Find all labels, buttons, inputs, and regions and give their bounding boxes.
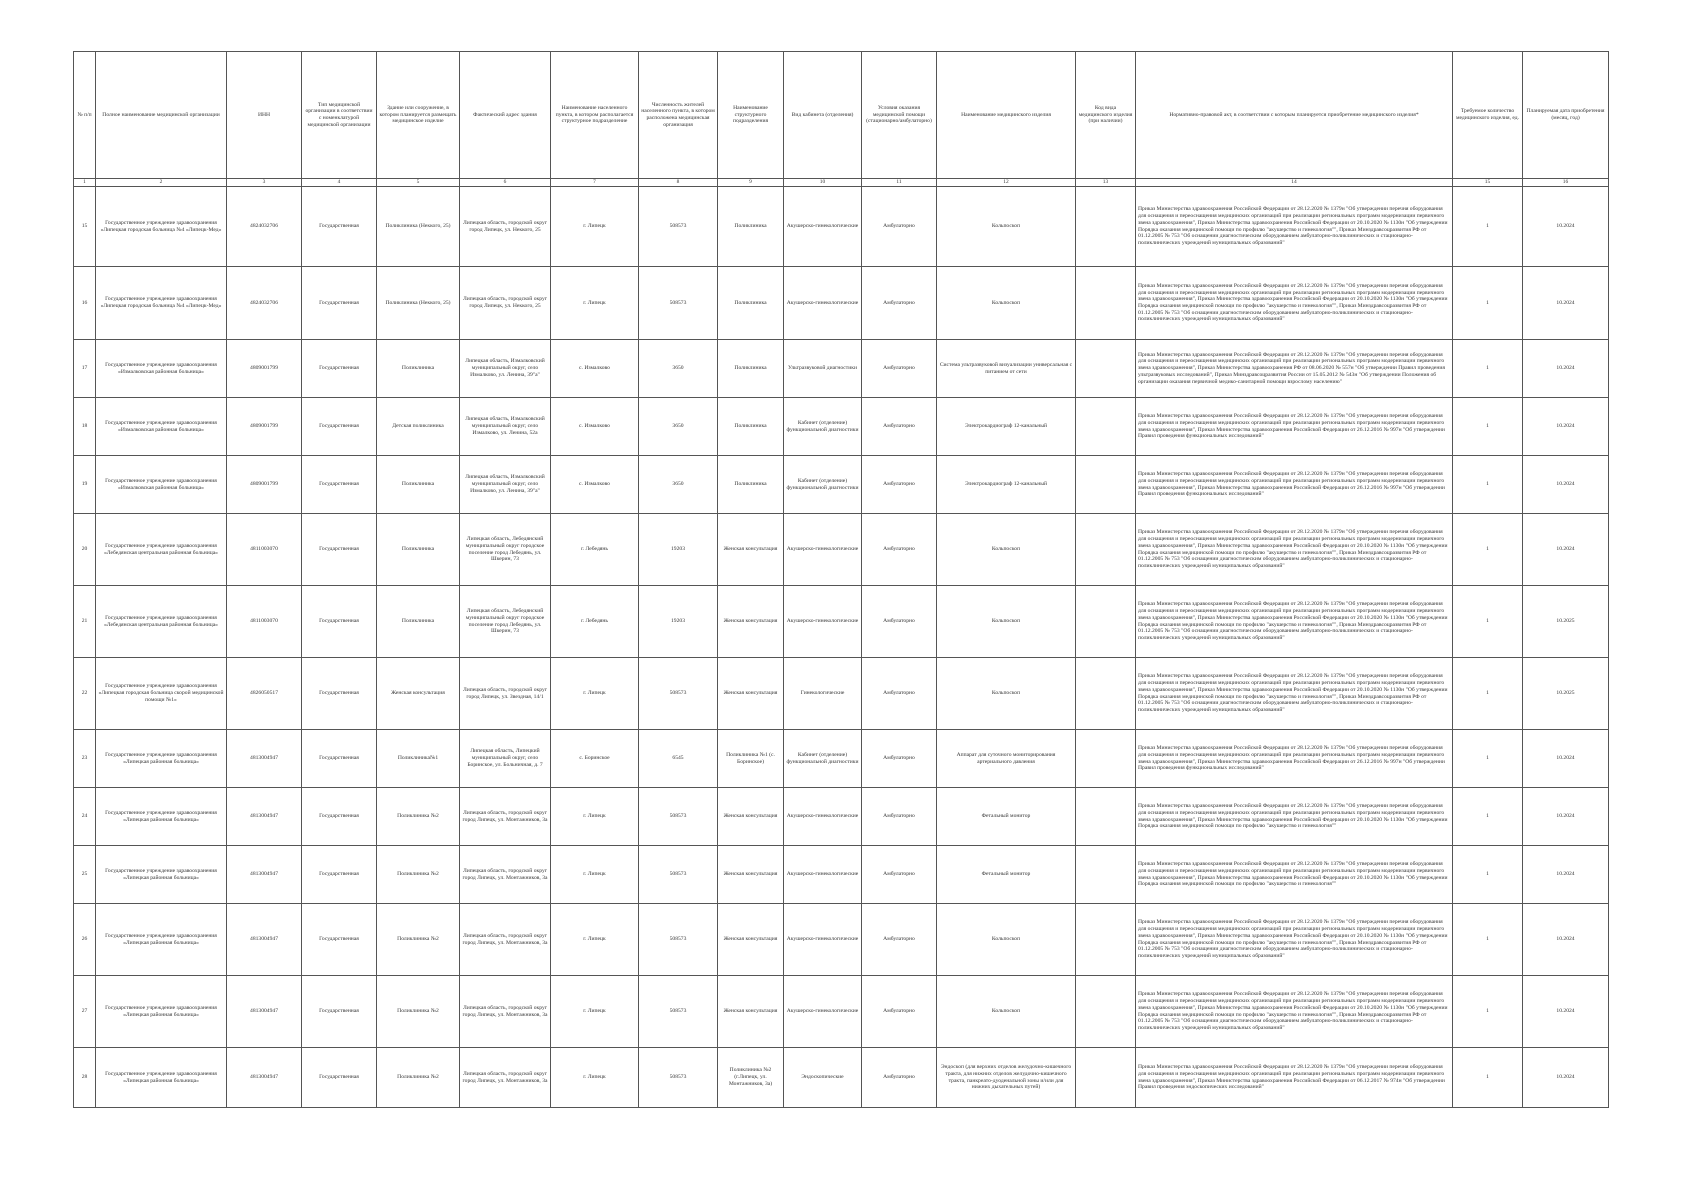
care-conditions: Амбулаторно [862, 586, 937, 658]
planned-date: 10.2024 [1523, 456, 1609, 514]
device-code [1076, 1048, 1136, 1108]
settlement: г. Липецк [551, 187, 639, 267]
organization-name: Государственное учреждение здравоохранения «Измалковская районная больница» [96, 340, 227, 398]
device-code [1076, 658, 1136, 730]
care-conditions: Амбулаторно [862, 514, 937, 586]
population: 508573 [639, 904, 718, 976]
inn: 4809001799 [227, 340, 302, 398]
population: 508573 [639, 658, 718, 730]
row-number: 20 [74, 514, 96, 586]
column-number: 4 [302, 179, 377, 187]
column-number: 1 [74, 179, 96, 187]
address: Липецкая область, Измалковский муниципальный округ, село Измалково, ул. Ленина, 39"а" [460, 340, 551, 398]
organization-type: Государственная [302, 788, 377, 846]
building: Поликлиника №2 [377, 788, 460, 846]
column-header: Фактический адрес здания [460, 52, 551, 179]
structural-unit: Поликлиника №2 (г.Липецк, ул. Монтажников, 3а) [718, 1048, 784, 1108]
table-row [74, 586, 1609, 658]
table-row [74, 904, 1609, 976]
regulatory-act: Приказ Министерства здравоохранения Российской Федерации от 28.12.2020 № 1379н "Об утверждении перечня оборудования для оснащения и переоснащения медицинских организаций при реализации региональных программ модернизации первичного звена здравоохранения", Приказ Министерства здравоохранения Российской Федерации от 20.10.2020 № 1130н "Об утверждении Порядка оказания медицинской помощи по профилю "акушерство и гинекология"", Приказ Минздравсоцразвития РФ от 01.12.2005 № 753 "Об оснащении диагностическим оборудованием амбулаторно-поликлинических и стационарно-поликлинических учреждений муниципальных образований" [1136, 187, 1453, 267]
row-number: 24 [74, 788, 96, 846]
structural-unit: Поликлиника [718, 267, 784, 340]
column-number: 15 [1453, 179, 1523, 187]
table-row [74, 340, 1609, 398]
building: Поликлиника [377, 456, 460, 514]
planned-date: 10.2025 [1523, 658, 1609, 730]
population: 508573 [639, 788, 718, 846]
population: 3650 [639, 456, 718, 514]
device-name: Кольпоскоп [937, 904, 1076, 976]
structural-unit: Поликлиника №1 (с. Боринское) [718, 730, 784, 788]
quantity: 1 [1453, 340, 1523, 398]
structural-unit: Поликлиника [718, 456, 784, 514]
structural-unit: Женская консультация [718, 846, 784, 904]
structural-unit: Женская консультация [718, 976, 784, 1048]
column-number: 11 [862, 179, 937, 187]
row-number: 17 [74, 340, 96, 398]
structural-unit: Женская консультация [718, 788, 784, 846]
inn: 4809001799 [227, 456, 302, 514]
care-conditions: Амбулаторно [862, 340, 937, 398]
address: Липецкая область, Измалковский муниципальный округ, село Измалково, ул. Ленина, 52а [460, 398, 551, 456]
inn: 4813004947 [227, 730, 302, 788]
device-name: Система ультразвуковой визуализации универсальная с питанием от сети [937, 340, 1076, 398]
table-row [74, 398, 1609, 456]
structural-unit: Женская консультация [718, 658, 784, 730]
address: Липецкая область, Лебедянский муниципальный округ городское поселение город Лебедянь, ул. Шкерин, 73 [460, 514, 551, 586]
regulatory-act: Приказ Министерства здравоохранения Российской Федерации от 28.12.2020 № 1379н "Об утверждении перечня оборудования для оснащения и переоснащения медицинских организаций при реализации региональных программ модернизации первичного звена здравоохранения", Приказ Министерства здравоохранения Российской Федерации от 20.10.2020 № 1130н "Об утверждении Порядка оказания медицинской помощи по профилю "акушерство и гинекология"" [1136, 846, 1453, 904]
planned-date: 10.2025 [1523, 586, 1609, 658]
column-number: 5 [377, 179, 460, 187]
planned-date: 10.2024 [1523, 187, 1609, 267]
population: 3650 [639, 398, 718, 456]
quantity: 1 [1453, 514, 1523, 586]
header-row [74, 52, 1609, 179]
quantity: 1 [1453, 788, 1523, 846]
cabinet-type: Эндоскопические [784, 1048, 862, 1108]
planned-date: 10.2024 [1523, 904, 1609, 976]
column-number: 12 [937, 179, 1076, 187]
table-row [74, 976, 1609, 1048]
building: Поликлиника [377, 514, 460, 586]
planned-date: 10.2024 [1523, 514, 1609, 586]
organization-name: Государственное учреждение здравоохранения «Липецкая городская больница №4 «Липецк-Мед» [96, 187, 227, 267]
care-conditions: Амбулаторно [862, 976, 937, 1048]
organization-type: Государственная [302, 658, 377, 730]
building: Поликлиника №2 [377, 976, 460, 1048]
device-code [1076, 788, 1136, 846]
organization-name: Государственное учреждение здравоохранения «Липецкая городская больница скорой медицинской помощи №1» [96, 658, 227, 730]
building: Поликлиника (Неккого, 25) [377, 187, 460, 267]
table-row [74, 456, 1609, 514]
organization-name: Государственное учреждение здравоохранения «Липецкая районная больница» [96, 730, 227, 788]
row-number: 16 [74, 267, 96, 340]
planned-date: 10.2024 [1523, 846, 1609, 904]
quantity: 1 [1453, 730, 1523, 788]
quantity: 1 [1453, 1048, 1523, 1108]
care-conditions: Амбулаторно [862, 187, 937, 267]
row-number: 28 [74, 1048, 96, 1108]
row-number: 27 [74, 976, 96, 1048]
population: 19203 [639, 586, 718, 658]
cabinet-type: Акушерско-гинекологические [784, 846, 862, 904]
organization-name: Государственное учреждение здравоохранения «Липецкая районная больница» [96, 976, 227, 1048]
table-row [74, 846, 1609, 904]
care-conditions: Амбулаторно [862, 398, 937, 456]
quantity: 1 [1453, 398, 1523, 456]
device-name: Аппарат для суточного мониторирования артериального давления [937, 730, 1076, 788]
regulatory-act: Приказ Министерства здравоохранения Российской Федерации от 28.12.2020 № 1379н "Об утверждении перечня оборудования для оснащения и переоснащения медицинских организаций при реализации региональных программ модернизации первичного звена здравоохранения", Приказ Министерства здравоохранения Российской Федерации от 20.10.2020 № 1130н "Об утверждении Порядка оказания медицинской помощи по профилю "акушерство и гинекология"", Приказ Минздравсоцразвития РФ от 01.12.2005 № 753 "Об оснащении диагностическим оборудованием амбулаторно-поликлинических и стационарно-поликлинических учреждений муниципальных образований" [1136, 658, 1453, 730]
column-header: Наименование медицинского изделия [937, 52, 1076, 179]
regulatory-act: Приказ Министерства здравоохранения Российской Федерации от 28.12.2020 № 1379н "Об утверждении перечня оборудования для оснащения и переоснащения медицинских организаций при реализации региональных программ модернизации первичного звена здравоохранения", Приказ Министерства здравоохранения Российской Федерации от 20.10.2020 № 1130н "Об утверждении Порядка оказания медицинской помощи по профилю "акушерство и гинекология"" [1136, 788, 1453, 846]
organization-name: Государственное учреждение здравоохранения «Измалковская районная больница» [96, 456, 227, 514]
regulatory-act: Приказ Министерства здравоохранения Российской Федерации от 28.12.2020 № 1379н "Об утверждении перечня оборудования для оснащения и переоснащения медицинских организаций при реализации региональных программ модернизации первичного звена здравоохранения", Приказ Министерства здравоохранения Российской Федерации от 20.10.2020 № 1130н "Об утверждении Порядка оказания медицинской помощи по профилю "акушерство и гинекология"", Приказ Минздравсоцразвития РФ от 01.12.2005 № 753 "Об оснащении диагностическим оборудованием амбулаторно-поликлинических и стационарно-поликлинических учреждений муниципальных образований" [1136, 267, 1453, 340]
quantity: 1 [1453, 976, 1523, 1048]
settlement: г. Липецк [551, 1048, 639, 1108]
cabinet-type: Акушерско-гинекологические [784, 586, 862, 658]
organization-type: Государственная [302, 514, 377, 586]
equipment-table [73, 51, 1609, 1108]
regulatory-act: Приказ Министерства здравоохранения Российской Федерации от 28.12.2020 № 1379н "Об утверждении перечня оборудования для оснащения и переоснащения медицинских организаций при реализации региональных программ модернизации первичного звена здравоохранения", Приказ Министерства здравоохранения Российской Федерации от 20.10.2020 № 1130н "Об утверждении Порядка оказания медицинской помощи по профилю "акушерство и гинекология"", Приказ Минздравсоцразвития РФ от 01.12.2005 № 753 "Об оснащении диагностическим оборудованием амбулаторно-поликлинических и стационарно-поликлинических учреждений муниципальных образований" [1136, 904, 1453, 976]
device-code [1076, 456, 1136, 514]
address: Липецкая область, городской округ город Липецк, ул. Монтажников, 3а [460, 904, 551, 976]
column-header: Код вида медицинского изделия (при наличии) [1076, 52, 1136, 179]
column-number: 3 [227, 179, 302, 187]
cabinet-type: Кабинет (отделение) функциональной диагностики [784, 398, 862, 456]
building: Поликлиника№1 [377, 730, 460, 788]
care-conditions: Амбулаторно [862, 456, 937, 514]
column-header: Численность жителей населенного пункта, в котором расположена медицинская организация [639, 52, 718, 179]
organization-name: Государственное учреждение здравоохранения «Липецкая районная больница» [96, 904, 227, 976]
table-row [74, 788, 1609, 846]
inn: 4824032706 [227, 267, 302, 340]
population: 6545 [639, 730, 718, 788]
settlement: г. Липецк [551, 904, 639, 976]
table-row [74, 658, 1609, 730]
inn: 4811003070 [227, 514, 302, 586]
column-number: 7 [551, 179, 639, 187]
settlement: с. Боринское [551, 730, 639, 788]
regulatory-act: Приказ Министерства здравоохранения Российской Федерации от 28.12.2020 № 1379н "Об утверждении перечня оборудования для оснащения и переоснащения медицинских организаций при реализации региональных программ модернизации первичного звена здравоохранения", Приказ Министерства здравоохранения Российской Федерации от 26.12.2016 № 997н "Об утверждении Правил проведения функциональных исследований" [1136, 456, 1453, 514]
settlement: г. Липецк [551, 658, 639, 730]
table-row [74, 514, 1609, 586]
row-number: 25 [74, 846, 96, 904]
population: 508573 [639, 976, 718, 1048]
building: Поликлиника (Неккого, 25) [377, 267, 460, 340]
care-conditions: Амбулаторно [862, 658, 937, 730]
device-code [1076, 398, 1136, 456]
cabinet-type: Акушерско-гинекологические [784, 976, 862, 1048]
device-code [1076, 340, 1136, 398]
cabinet-type: Акушерско-гинекологические [784, 267, 862, 340]
column-number: 16 [1523, 179, 1609, 187]
device-code [1076, 976, 1136, 1048]
column-header: Наименование населенного пункта, в котором располагается структурное подразделение [551, 52, 639, 179]
regulatory-act: Приказ Министерства здравоохранения Российской Федерации от 28.12.2020 № 1379н "Об утверждении перечня оборудования для оснащения и переоснащения медицинских организаций при реализации региональных программ модернизации первичного звена здравоохранения", Приказ Министерства здравоохранения Российской Федерации от 20.10.2020 № 1130н "Об утверждении Порядка оказания медицинской помощи по профилю "акушерство и гинекология"", Приказ Минздравсоцразвития РФ от 01.12.2005 № 753 "Об оснащении диагностическим оборудованием амбулаторно-поликлинических и стационарно-поликлинических учреждений муниципальных образований" [1136, 976, 1453, 1048]
settlement: с. Измалково [551, 456, 639, 514]
device-name: Эндоскоп (для верхних отделов желудочно-кишечного тракта, для нижних отделов желудочно-кишечного тракта, панкреато-дуоденальной зоны и/или для нижних дыхательных путей) [937, 1048, 1076, 1108]
cabinet-type: Акушерско-гинекологические [784, 187, 862, 267]
settlement: г. Лебедянь [551, 514, 639, 586]
structural-unit: Поликлиника [718, 187, 784, 267]
device-name: Кольпоскоп [937, 187, 1076, 267]
device-code [1076, 904, 1136, 976]
table-row [74, 1048, 1609, 1108]
inn: 4813004947 [227, 904, 302, 976]
organization-name: Государственное учреждение здравоохранения «Измалковская районная больница» [96, 398, 227, 456]
regulatory-act: Приказ Министерства здравоохранения Российской Федерации от 28.12.2020 № 1379н "Об утверждении перечня оборудования для оснащения и переоснащения медицинских организаций при реализации региональных программ модернизации первичного звена здравоохранения", Приказ Министерства здравоохранения Российской Федерации от 06.12.2017 № 974н "Об утверждении Правил проведения эндоскопических исследований" [1136, 1048, 1453, 1108]
cabinet-type: Акушерско-гинекологические [784, 788, 862, 846]
organization-type: Государственная [302, 267, 377, 340]
device-code [1076, 187, 1136, 267]
planned-date: 10.2024 [1523, 730, 1609, 788]
column-header: Планируемая дата приобретения (месяц, год) [1523, 52, 1609, 179]
table-row [74, 267, 1609, 340]
building: Поликлиника [377, 340, 460, 398]
inn: 4813004947 [227, 846, 302, 904]
device-name: Фетальный монитор [937, 846, 1076, 904]
care-conditions: Амбулаторно [862, 1048, 937, 1108]
address: Липецкая область, Липецкий муниципальный округ, село Боринское, ул. Больничная, д. 7 [460, 730, 551, 788]
settlement: г. Липецк [551, 976, 639, 1048]
organization-type: Государственная [302, 904, 377, 976]
device-name: Кольпоскоп [937, 267, 1076, 340]
device-name: Электрокардиограф 12-канальный [937, 456, 1076, 514]
structural-unit: Женская консультация [718, 514, 784, 586]
row-number: 23 [74, 730, 96, 788]
address: Липецкая область, городской округ город Липецк, ул. Монтажников, 3а [460, 1048, 551, 1108]
planned-date: 10.2024 [1523, 788, 1609, 846]
column-number: 13 [1076, 179, 1136, 187]
population: 508573 [639, 267, 718, 340]
column-header: № п/п [74, 52, 96, 179]
row-number: 15 [74, 187, 96, 267]
population: 508573 [639, 187, 718, 267]
building: Поликлиника №2 [377, 1048, 460, 1108]
column-number: 8 [639, 179, 718, 187]
address: Липецкая область, городской округ город Липецк, ул. Монтажников, 3а [460, 846, 551, 904]
care-conditions: Амбулаторно [862, 788, 937, 846]
inn: 4811003070 [227, 586, 302, 658]
organization-type: Государственная [302, 456, 377, 514]
population: 3650 [639, 340, 718, 398]
inn: 4824032706 [227, 187, 302, 267]
regulatory-act: Приказ Министерства здравоохранения Российской Федерации от 28.12.2020 № 1379н "Об утверждении перечня оборудования для оснащения и переоснащения медицинских организаций при реализации региональных программ модернизации первичного звена здравоохранения", Приказ Министерства здравоохранения Российской Федерации от 20.10.2020 № 1130н "Об утверждении Порядка оказания медицинской помощи по профилю "акушерство и гинекология"", Приказ Минздравсоцразвития РФ от 01.12.2005 № 753 "Об оснащении диагностическим оборудованием амбулаторно-поликлинических и стационарно-поликлинических учреждений муниципальных образований" [1136, 514, 1453, 586]
cabinet-type: Кабинет (отделение) функциональной диагностики [784, 730, 862, 788]
column-header: Здание или сооружение, в котором планируется размещать медицинское изделие [377, 52, 460, 179]
organization-type: Государственная [302, 340, 377, 398]
settlement: г. Липецк [551, 846, 639, 904]
column-number-row [74, 179, 1609, 187]
row-number: 19 [74, 456, 96, 514]
settlement: с. Измалково [551, 340, 639, 398]
device-name: Кольпоскоп [937, 514, 1076, 586]
organization-name: Государственное учреждение здравоохранения «Липецкая районная больница» [96, 846, 227, 904]
column-number: 2 [96, 179, 227, 187]
building: Женская консультация [377, 658, 460, 730]
care-conditions: Амбулаторно [862, 846, 937, 904]
column-number: 14 [1136, 179, 1453, 187]
table-row [74, 730, 1609, 788]
planned-date: 10.2024 [1523, 340, 1609, 398]
address: Липецкая область, Лебедянский муниципальный округ городское поселение город Лебедянь, ул. Шкерин, 73 [460, 586, 551, 658]
column-header: Полное наименование медицинской организации [96, 52, 227, 179]
settlement: г. Липецк [551, 788, 639, 846]
address: Липецкая область, Измалковский муниципальный округ, село Измалково, ул. Ленина, 39"а" [460, 456, 551, 514]
address: Липецкая область, городской округ город Липецк, ул. Неккого, 25 [460, 267, 551, 340]
table-body [74, 187, 1609, 1108]
address: Липецкая область, городской округ город Липецк, ул. Монтажников, 3а [460, 976, 551, 1048]
device-name: Кольпоскоп [937, 976, 1076, 1048]
planned-date: 10.2024 [1523, 976, 1609, 1048]
device-code [1076, 267, 1136, 340]
device-code [1076, 730, 1136, 788]
column-number: 9 [718, 179, 784, 187]
quantity: 1 [1453, 846, 1523, 904]
row-number: 22 [74, 658, 96, 730]
inn: 4826050517 [227, 658, 302, 730]
organization-type: Государственная [302, 1048, 377, 1108]
population: 19203 [639, 514, 718, 586]
quantity: 1 [1453, 267, 1523, 340]
address: Липецкая область, городской округ город Липецк, ул. Монтажников, 3а [460, 788, 551, 846]
settlement: г. Лебедянь [551, 586, 639, 658]
organization-type: Государственная [302, 976, 377, 1048]
row-number: 18 [74, 398, 96, 456]
quantity: 1 [1453, 586, 1523, 658]
cabinet-type: Ультразвуковой диагностики [784, 340, 862, 398]
organization-name: Государственное учреждение здравоохранения «Липецкая районная больница» [96, 788, 227, 846]
column-header: Требуемое количество медицинского изделия, ед. [1453, 52, 1523, 179]
cabinet-type: Гинекологические [784, 658, 862, 730]
column-header: Тип медицинской организации в соответствии с номенклатурой медицинской организации [302, 52, 377, 179]
column-header: Вид кабинета (отделения) [784, 52, 862, 179]
device-name: Кольпоскоп [937, 586, 1076, 658]
row-number: 26 [74, 904, 96, 976]
organization-type: Государственная [302, 586, 377, 658]
device-code [1076, 586, 1136, 658]
quantity: 1 [1453, 187, 1523, 267]
column-header: Условия оказания медицинской помощи (стационарно/амбулаторно) [862, 52, 937, 179]
building: Поликлиника №2 [377, 904, 460, 976]
quantity: 1 [1453, 904, 1523, 976]
table-row [74, 187, 1609, 267]
row-number: 21 [74, 586, 96, 658]
inn: 4813004947 [227, 788, 302, 846]
inn: 4813004947 [227, 976, 302, 1048]
column-number: 6 [460, 179, 551, 187]
column-header: ИНН [227, 52, 302, 179]
regulatory-act: Приказ Министерства здравоохранения Российской Федерации от 28.12.2020 № 1379н "Об утверждении перечня оборудования для оснащения и переоснащения медицинских организаций при реализации региональных программ модернизации первичного звена здравоохранения", Приказ Министерства здравоохранения РФ от 08.06.2020 № 557н "Об утверждении Правил проведения ультразвуковых исследований", Приказ Минздравсоцразвития России от 15.05.2012 № 543н "Об утверждении Положения об организации оказания первичной медико-санитарной помощи взрослому населению" [1136, 340, 1453, 398]
care-conditions: Амбулаторно [862, 904, 937, 976]
column-number: 10 [784, 179, 862, 187]
device-name: Фетальный монитор [937, 788, 1076, 846]
inn: 4809001799 [227, 398, 302, 456]
regulatory-act: Приказ Министерства здравоохранения Российской Федерации от 28.12.2020 № 1379н "Об утверждении перечня оборудования для оснащения и переоснащения медицинских организаций при реализации региональных программ модернизации первичного звена здравоохранения", Приказ Министерства здравоохранения Российской Федерации от 20.10.2020 № 1130н "Об утверждении Порядка оказания медицинской помощи по профилю "акушерство и гинекология"", Приказ Минздравсоцразвития РФ от 01.12.2005 № 753 "Об оснащении диагностическим оборудованием амбулаторно-поликлинических и стационарно-поликлинических учреждений муниципальных образований" [1136, 586, 1453, 658]
planned-date: 10.2024 [1523, 398, 1609, 456]
building: Детская поликлиника [377, 398, 460, 456]
column-header: Нормативно-правовой акт, в соответствии с которым планируется приобретение медицинского изделия* [1136, 52, 1453, 179]
device-name: Электрокардиограф 12-канальный [937, 398, 1076, 456]
organization-type: Государственная [302, 187, 377, 267]
organization-name: Государственное учреждение здравоохранения «Лебедянская центральная районная больница» [96, 514, 227, 586]
care-conditions: Амбулаторно [862, 730, 937, 788]
building: Поликлиника [377, 586, 460, 658]
quantity: 1 [1453, 658, 1523, 730]
address: Липецкая область, городской округ город Липецк, ул. Неккого, 25 [460, 187, 551, 267]
planned-date: 10.2024 [1523, 267, 1609, 340]
structural-unit: Поликлиника [718, 398, 784, 456]
regulatory-act: Приказ Министерства здравоохранения Российской Федерации от 28.12.2020 № 1379н "Об утверждении перечня оборудования для оснащения и переоснащения медицинских организаций при реализации региональных программ модернизации первичного звена здравоохранения", Приказ Министерства здравоохранения Российской Федерации от 26.12.2016 № 997н "Об утверждении Правил проведения функциональных исследований" [1136, 398, 1453, 456]
cabinet-type: Акушерско-гинекологические [784, 514, 862, 586]
organization-name: Государственное учреждение здравоохранения «Липецкая районная больница» [96, 1048, 227, 1108]
structural-unit: Женская консультация [718, 904, 784, 976]
regulatory-act: Приказ Министерства здравоохранения Российской Федерации от 28.12.2020 № 1379н "Об утверждении перечня оборудования для оснащения и переоснащения медицинских организаций при реализации региональных программ модернизации первичного звена здравоохранения", Приказ Министерства здравоохранения Российской Федерации от 26.12.2016 № 997н "Об утверждении Правил проведения функциональных исследований" [1136, 730, 1453, 788]
organization-type: Государственная [302, 730, 377, 788]
population: 508573 [639, 846, 718, 904]
device-name: Кольпоскоп [937, 658, 1076, 730]
inn: 4813004947 [227, 1048, 302, 1108]
population: 508573 [639, 1048, 718, 1108]
device-code [1076, 514, 1136, 586]
address: Липецкая область, городской округ город Липецк, ул. Звездная, 14/1 [460, 658, 551, 730]
organization-name: Государственное учреждение здравоохранения «Липецкая городская больница №4 «Липецк-Мед» [96, 267, 227, 340]
device-code [1076, 846, 1136, 904]
cabinet-type: Акушерско-гинекологические [784, 904, 862, 976]
organization-type: Государственная [302, 846, 377, 904]
organization-name: Государственное учреждение здравоохранения «Лебедянская центральная районная больница» [96, 586, 227, 658]
quantity: 1 [1453, 456, 1523, 514]
settlement: с. Измалково [551, 398, 639, 456]
care-conditions: Амбулаторно [862, 267, 937, 340]
structural-unit: Поликлиника [718, 340, 784, 398]
structural-unit: Женская консультация [718, 586, 784, 658]
settlement: г. Липецк [551, 267, 639, 340]
cabinet-type: Кабинет (отделение) функциональной диагностики [784, 456, 862, 514]
building: Поликлиника №2 [377, 846, 460, 904]
column-header: Наименование структурного подразделения [718, 52, 784, 179]
organization-type: Государственная [302, 398, 377, 456]
planned-date: 10.2024 [1523, 1048, 1609, 1108]
